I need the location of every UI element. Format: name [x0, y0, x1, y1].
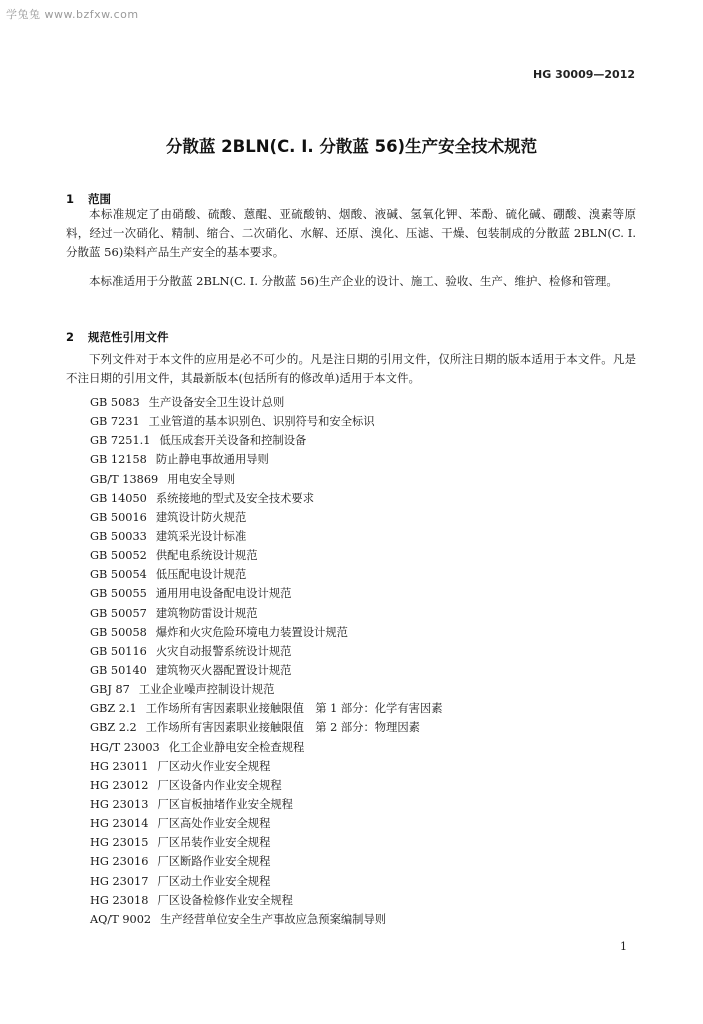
- reference-code: GB/T 13869: [90, 472, 159, 486]
- reference-code: HG/T 23003: [90, 740, 160, 754]
- reference-code: GBJ 87: [90, 683, 130, 697]
- reference-item: [90, 470, 443, 489]
- reference-item: [90, 546, 443, 565]
- reference-title: 厂区高处作业安全规程: [157, 817, 271, 831]
- watermark: 学兔兔 www.bzfxw.com: [6, 8, 139, 21]
- section-2-heading: [66, 329, 169, 345]
- reference-code: HG 23016: [90, 855, 149, 869]
- reference-code: HG 23011: [90, 759, 149, 773]
- reference-item: [90, 450, 443, 469]
- reference-item: [90, 604, 443, 623]
- reference-title: 厂区断路作业安全规程: [157, 855, 271, 869]
- reference-item: [90, 508, 443, 527]
- reference-code: GB 50116: [90, 644, 147, 658]
- reference-item: [90, 489, 443, 508]
- reference-item: [90, 393, 443, 412]
- reference-item: [90, 738, 443, 757]
- reference-title: 系统接地的型式及安全技术要求: [155, 491, 315, 505]
- reference-code: HG 23018: [90, 893, 149, 907]
- reference-title: 工作场所有害因素职业接触限值 第 1 部分：化学有害因素: [145, 702, 443, 716]
- reference-item: [90, 776, 443, 795]
- section-2-title: 规范性引用文件: [88, 330, 169, 344]
- reference-title: 建筑采光设计标准: [155, 529, 247, 543]
- reference-item: [90, 412, 443, 431]
- reference-item: [90, 584, 443, 603]
- reference-title: 厂区动火作业安全规程: [157, 759, 271, 773]
- reference-code: GBZ 2.1: [90, 702, 137, 716]
- reference-item: [90, 910, 443, 929]
- reference-title: 建筑设计防火规范: [155, 510, 247, 524]
- reference-item: [90, 680, 443, 699]
- reference-title: 火灾自动报警系统设计规范: [155, 644, 292, 658]
- reference-item: [90, 718, 443, 737]
- reference-title: 供配电系统设计规范: [155, 549, 258, 563]
- reference-code: GB 50033: [90, 529, 147, 543]
- reference-title: 工业企业噪声控制设计规范: [138, 683, 275, 697]
- reference-title: 厂区吊装作业安全规程: [157, 836, 271, 850]
- reference-code: GB 12158: [90, 453, 147, 467]
- reference-code: GB 50054: [90, 568, 147, 582]
- reference-title: 厂区设备检修作业安全规程: [157, 893, 293, 907]
- reference-title: 生产设备安全卫生设计总则: [148, 396, 285, 409]
- page-title: 分散蓝 2BLN(C. I. 分散蓝 56)生产安全技术规范: [165, 137, 538, 156]
- reference-code: GB 50055: [90, 587, 147, 601]
- reference-title: 化工企业静电安全检查规程: [168, 740, 305, 754]
- reference-code: HG 23015: [90, 836, 149, 850]
- section-1-title: 范围: [88, 192, 111, 206]
- reference-item: [90, 852, 443, 871]
- reference-item: [90, 642, 443, 661]
- section-1-paragraph-1: 本标准规定了由硝酸、硫酸、蒽醌、亚硫酸钠、烟酸、液碱、氢氧化钾、苯酚、硫化碱、硼酸、溴素等原料，经过一次硝化、精制、缩合、二次硝化、水解、还原、溴化、压滤、干燥、包装制成的分散蓝 2BLN(C. I. 分散蓝 56)染料产品生产安全的基本要求。: [66, 207, 636, 259]
- reference-code: GB 50052: [90, 549, 147, 563]
- reference-title: 爆炸和火灾危险环境电力装置设计规范: [155, 625, 348, 639]
- reference-title: 用电安全导则: [167, 472, 235, 486]
- reference-title: 工业管道的基本识别色、识别符号和安全标识: [148, 415, 375, 429]
- reference-item: [90, 661, 443, 680]
- reference-title: 厂区盲板抽堵作业安全规程: [157, 797, 293, 811]
- reference-item: [90, 699, 443, 718]
- reference-title: 低压成套开关设备和控制设备: [159, 434, 307, 448]
- reference-code: GB 50057: [90, 606, 147, 620]
- reference-code: HG 23014: [90, 817, 149, 831]
- reference-item: [90, 623, 443, 642]
- section-1-paragraph-2: 本标准适用于分散蓝 2BLN(C. I. 分散蓝 56)生产企业的设计、施工、验收、生产、维护、检修和管理。: [89, 274, 618, 288]
- reference-item: [90, 431, 443, 450]
- reference-item: [90, 814, 443, 833]
- page-number: 1: [620, 940, 627, 953]
- section-1-number: 1: [66, 192, 75, 206]
- reference-title: 厂区设备内作业安全规程: [157, 778, 282, 792]
- reference-item: [90, 757, 443, 776]
- reference-code: HG 23012: [90, 778, 149, 792]
- reference-code: GB 50058: [90, 625, 147, 639]
- reference-title: 建筑物防雷设计规范: [155, 606, 258, 620]
- reference-item: [90, 565, 443, 584]
- reference-title: 防止静电事故通用导则: [155, 453, 269, 467]
- reference-code: GB 5083: [90, 396, 140, 409]
- reference-code: AQ/T 9002: [90, 912, 152, 926]
- reference-code: GB 14050: [90, 491, 147, 505]
- reference-title: 低压配电设计规范: [155, 568, 247, 582]
- reference-item: [90, 872, 443, 891]
- reference-list: [90, 393, 443, 929]
- reference-item: [90, 527, 443, 546]
- reference-title: 厂区动土作业安全规程: [157, 874, 271, 888]
- reference-code: GB 7251.1: [90, 434, 151, 448]
- reference-title: 通用用电设备配电设计规范: [155, 587, 292, 601]
- section-2-intro: 下列文件对于本文件的应用是必不可少的。凡是注日期的引用文件，仅所注日期的版本适用于本文件。凡是不注日期的引用文件，其最新版本(包括所有的修改单)适用于本文件。: [66, 352, 636, 385]
- reference-code: GB 50016: [90, 510, 147, 524]
- reference-item: [90, 833, 443, 852]
- document-code: HG 30009—2012: [533, 68, 635, 81]
- reference-title: 建筑物灭火器配置设计规范: [155, 663, 292, 677]
- section-2-number: 2: [66, 330, 75, 344]
- reference-item: [90, 795, 443, 814]
- reference-code: GB 7231: [90, 415, 140, 429]
- reference-item: [90, 891, 443, 910]
- reference-code: HG 23013: [90, 797, 149, 811]
- reference-title: 工作场所有害因素职业接触限值 第 2 部分：物理因素: [145, 721, 420, 735]
- reference-code: HG 23017: [90, 874, 149, 888]
- reference-code: GB 50140: [90, 663, 147, 677]
- reference-title: 生产经营单位安全生产事故应急预案编制导则: [160, 912, 387, 926]
- reference-code: GBZ 2.2: [90, 721, 137, 735]
